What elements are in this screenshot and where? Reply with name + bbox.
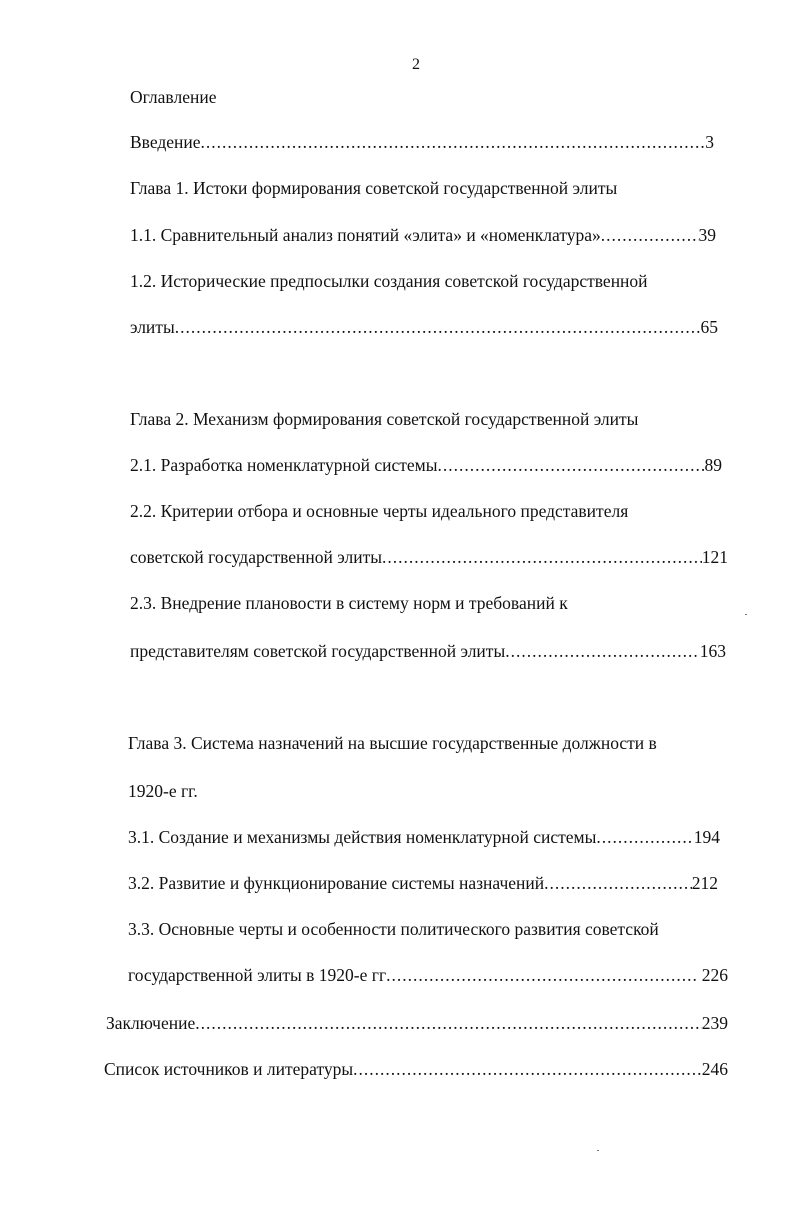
toc-leader-dots — [175, 316, 701, 338]
toc-entry-page: 3 — [705, 132, 714, 152]
toc-entry-title: Введение — [130, 132, 201, 152]
toc-leader-dots — [382, 546, 702, 568]
toc-leader-dots — [353, 1058, 702, 1080]
toc-chapter-3-title-line2: 1920-е гг. — [128, 781, 198, 801]
page-number: 2 — [412, 56, 420, 73]
toc-entry-title: 1.1. Сравнительный анализ понятий «элита» и «номенклатура» — [130, 225, 601, 245]
toc-entry-page: 121 — [701, 547, 728, 567]
toc-entry-page: 194 — [693, 827, 720, 847]
toc-entry-2-1 — [130, 454, 722, 476]
toc-entry-3-1 — [128, 826, 720, 848]
toc-entry-page: 246 — [701, 1059, 728, 1079]
toc-chapter-2-title: Глава 2. Механизм формирования советской государственной элиты — [130, 409, 639, 429]
toc-entry-1-2-line1: 1.2. Исторические предпосылки создания советской государственной — [130, 271, 648, 291]
toc-entry-title: 3.1. Создание и механизмы действия номенклатурной системы — [128, 827, 597, 847]
toc-entry-title: Заключение — [106, 1013, 196, 1033]
scan-speck — [745, 614, 747, 615]
toc-entry-2-3 — [130, 640, 726, 662]
toc-entry-title: 3.2. Развитие и функционирование системы назначений — [128, 873, 545, 893]
toc-entry-1-2 — [130, 316, 718, 338]
toc-entry-2-3-line1: 2.3. Внедрение плановости в систему норм и требований к — [130, 593, 568, 613]
toc-entry-1-1 — [130, 224, 716, 246]
toc-entry-page: 39 — [698, 225, 716, 245]
toc-entry-title: советской государственной элиты — [130, 547, 382, 567]
toc-entry-title: 2.1. Разработка номенклатурной системы — [130, 455, 438, 475]
toc-entry-sources — [104, 1058, 728, 1080]
scan-speck — [597, 1150, 599, 1151]
toc-leader-dots — [386, 964, 697, 986]
toc-entry-3-3-line1: 3.3. Основные черты и особенности политического развития советской — [128, 919, 659, 939]
toc-leader-dots — [201, 131, 706, 153]
toc-entry-page: 163 — [699, 641, 726, 661]
toc-entry-page: 226 — [697, 965, 728, 985]
toc-entry-page: 89 — [704, 455, 722, 475]
toc-entry-3-2 — [128, 872, 718, 894]
toc-entry-title: элиты — [130, 317, 175, 337]
toc-entry-introduction — [130, 131, 714, 153]
toc-leader-dots — [195, 1012, 702, 1034]
toc-entry-page: 65 — [700, 317, 718, 337]
toc-entry-2-2 — [130, 546, 728, 568]
toc-entry-conclusion — [106, 1012, 728, 1034]
toc-leader-dots — [596, 826, 693, 848]
toc-entry-title: государственной элиты в 1920-е гг — [128, 965, 387, 985]
toc-leader-dots — [505, 640, 700, 662]
toc-heading: Оглавление — [130, 87, 217, 107]
toc-chapter-1-title: Глава 1. Истоки формирования советской государственной элиты — [130, 178, 618, 198]
toc-entry-page: 212 — [691, 873, 718, 893]
toc-leader-dots — [437, 454, 704, 476]
toc-entry-3-3 — [128, 964, 728, 986]
toc-entry-title: Список источников и литературы — [104, 1059, 354, 1079]
toc-chapter-3-title-line1: Глава 3. Система назначений на высшие государственные должности в — [128, 733, 657, 753]
toc-entry-2-2-line1: 2.2. Критерии отбора и основные черты идеального представителя — [130, 501, 629, 521]
toc-leader-dots — [601, 224, 699, 246]
toc-leader-dots — [544, 872, 692, 894]
toc-entry-title: представителям советской государственной элиты — [130, 641, 506, 661]
toc-entry-page: 239 — [701, 1013, 728, 1033]
